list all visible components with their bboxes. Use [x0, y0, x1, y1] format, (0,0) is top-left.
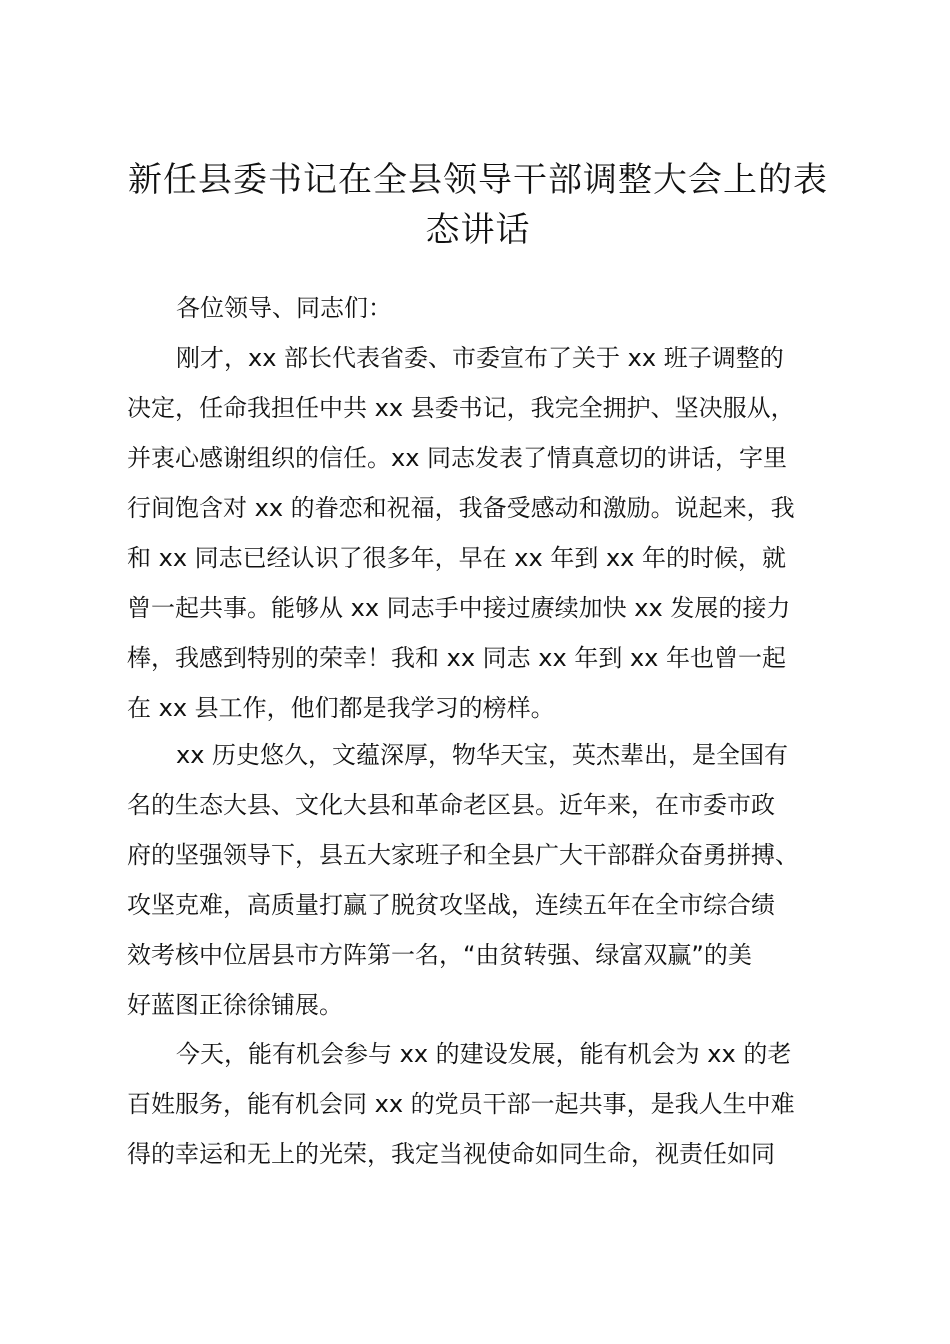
- paragraph-line: 好蓝图正徐徐铺展。: [127, 991, 343, 1019]
- paragraph-line: 并衷心感谢组织的信任。xx 同志发表了情真意切的讲话，字里: [127, 444, 788, 472]
- paragraph-line: 刚才，xx 部长代表省委、市委宣布了关于 xx 班子调整的: [176, 344, 784, 372]
- paragraph-line: 在 xx 县工作，他们都是我学习的榜样。: [127, 694, 555, 722]
- paragraph-line: xx 历史悠久，文蕴深厚，物华天宝，英杰辈出，是全国有: [176, 741, 789, 769]
- title-line: 新任县委书记在全县领导干部调整大会上的表: [128, 160, 828, 200]
- paragraph-line: 攻坚克难，高质量打赢了脱贫攻坚战，连续五年在全市综合绩: [127, 891, 775, 919]
- paragraph-1: [127, 333, 795, 733]
- salutation: 各位领导、同志们：: [176, 294, 392, 322]
- paragraph-2: [127, 730, 799, 1030]
- paragraph-3: [127, 1029, 795, 1179]
- paragraph-line: 和 xx 同志已经认识了很多年，早在 xx 年到 xx 年的时候，就: [127, 544, 786, 572]
- paragraph-line: 百姓服务，能有机会同 xx 的党员干部一起共事，是我人生中难: [127, 1090, 795, 1118]
- paragraph-line: 效考核中位居县市方阵第一名，“由贫转强、绿富双赢”的美: [127, 941, 752, 969]
- paragraph-line: 行间饱含对 xx 的眷恋和祝福，我备受感动和激励。说起来，我: [127, 494, 795, 522]
- paragraph-line: 府的坚强领导下，县五大家班子和全县广大干部群众奋勇拼搏、: [127, 841, 799, 869]
- paragraph-line: 名的生态大县、文化大县和革命老区县。近年来，在市委市政: [127, 791, 775, 819]
- paragraph-line: 曾一起共事。能够从 xx 同志手中接过赓续加快 xx 发展的接力: [127, 594, 791, 622]
- title-line: 态讲话: [425, 210, 531, 250]
- paragraph-line: 得的幸运和无上的光荣，我定当视使命如同生命，视责任如同: [127, 1140, 775, 1168]
- paragraph-line: 决定，任命我担任中共 xx 县委书记，我完全拥护、坚决服从，: [127, 394, 795, 422]
- paragraph-line: 棒，我感到特别的荣幸！我和 xx 同志 xx 年到 xx 年也曾一起: [127, 644, 786, 672]
- paragraph-line: 今天，能有机会参与 xx 的建设发展，能有机会为 xx 的老: [176, 1040, 792, 1068]
- document-title: [120, 155, 836, 255]
